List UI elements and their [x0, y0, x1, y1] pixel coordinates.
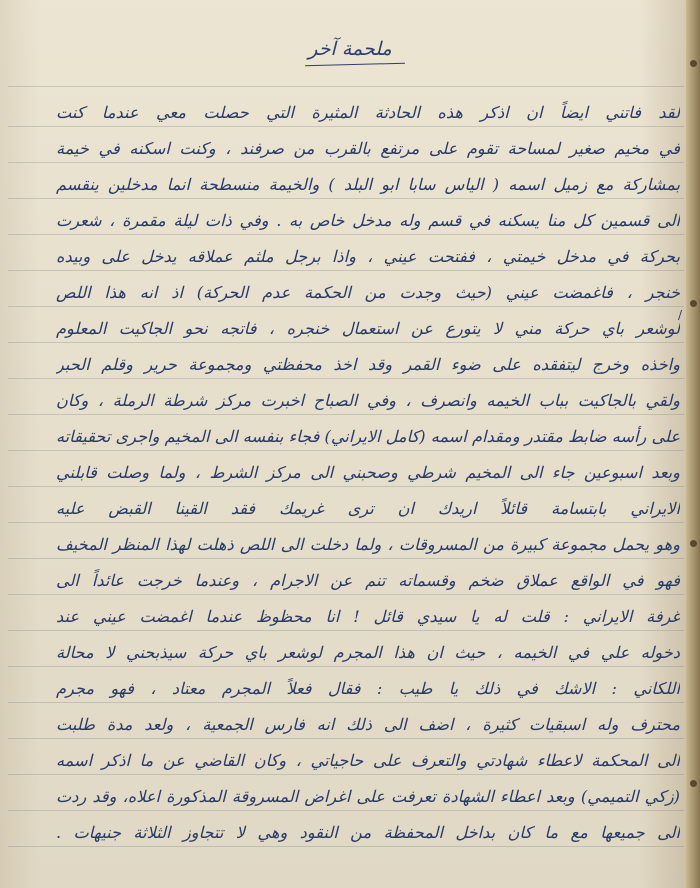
text-line: الى المحكمة لاعطاء شهادتي والتعرف على حاجياتي ، وكان القاضي عن ما اذكر اسمه	[56, 751, 680, 770]
text-line: لقد فاتني ايضاً ان اذكر هذه الحادثة المثيرة التي حصلت معي عندما كنت	[56, 103, 680, 122]
text-line: بحركة في مدخل خيمتي ، ففتحت عيني ، واذا برجل ملثم عملاقه يدخل على وبيده	[56, 247, 680, 266]
text-line: غرفة الايراني : قلت له يا سيدي قائل ! انا محظوظ عندما اغمضت عيني عند	[56, 607, 680, 626]
text-line: فهو في الواقع عملاق ضخم وقسماته تنم عن الاجرام ، وعندما خرجت عائداً الى	[56, 571, 680, 590]
text-line: الايراني بابتسامة قائلاً اريدك ان ترى غريمك فقد القينا القبض عليه	[56, 499, 680, 518]
text-line: دخوله علي في الخيمه ، حيث ان هذا المجرم لوشعر باي حركة سيذبحني لا محالة	[56, 643, 680, 662]
text-line: في مخيم صغير لمساحة تقوم على مرتفع بالقرب من صرفند ، وكنت اسكنه في خيمة	[56, 139, 680, 158]
page-title: ملحمة آخر	[308, 38, 392, 60]
text-line: لوشعر باي حركة مني لا يتورع عن استعمال خنجره ، فاتجه نحو الجاكيت المعلوم	[56, 319, 680, 338]
text-line: (زكي التميمي) وبعد اعطاء الشهادة تعرفت على اغراض المسروقة المذكورة اعلاه، وقد ردت	[56, 787, 680, 806]
text-line: ولقي بالجاكيت بباب الخيمه وانصرف ، وفي الصباح اخبرت مركز شرطة الرملة ، وكان	[56, 391, 680, 410]
text-line: خنجر ، فاغمضت عيني (حيث وجدت من الحكمة عدم الحركة) اذ انه هذا اللص	[56, 283, 680, 302]
text-line: بمشاركة مع زميل اسمه ( الياس سابا ابو البلد ) والخيمة منسطحة انما مدخلين ينقسم	[56, 175, 680, 194]
margin-mark: /	[678, 308, 683, 322]
text-line: اللكاني : الاشك في ذلك يا طيب : فقال فعلاً المجرم معتاد ، فهو مجرم	[56, 679, 680, 698]
text-line: وهو يحمل مجموعة كبيرة من المسروقات ، ولما دخلت الى اللص ذهلت لهذا المنظر المخيف	[56, 535, 680, 554]
text-line: محترف وله اسبقيات كثيرة ، اضف الى ذلك انه فارس الجمعية ، ولعد مدة طلبت	[56, 715, 680, 734]
text-line: وبعد اسبوعين جاء الى المخيم شرطي وصحبني الى مركز الشرط ، ولما وصلت قابلني	[56, 463, 680, 482]
text-line: الى قسمين كل منا يسكنه في قسم وله مدخل خاص به . وفي ذات ليلة مقمرة ، شعرت	[56, 211, 680, 230]
text-line: على رأسه ضابط مقتدر ومقدام اسمه (كامل الايراني) فجاء بنفسه الى المخيم واجرى تحقيقاته	[56, 427, 680, 446]
text-line: الى جميعها مع ما كان بداخل المحفظة من النقود وهي لا تتجاوز الثلاثة جنيهات .	[56, 823, 680, 842]
text-line: واخذه وخرج ليتفقده على ضوء القمر وقد اخذ محفظتي ومجموعة حرير وقلم الحبر	[56, 355, 680, 374]
